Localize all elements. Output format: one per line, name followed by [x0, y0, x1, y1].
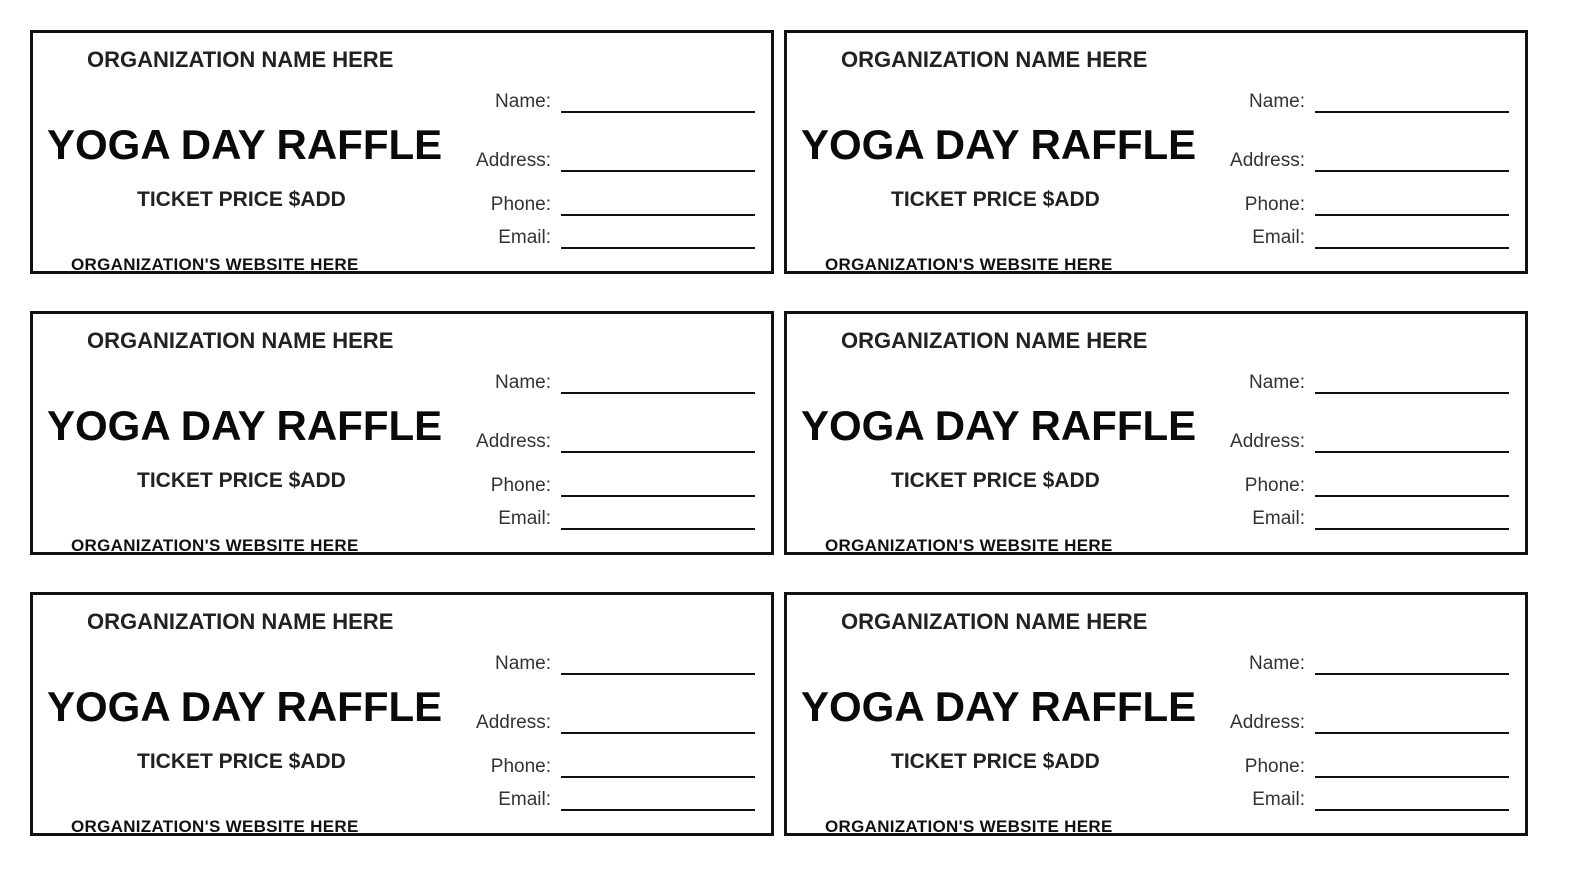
organization-name: ORGANIZATION NAME HERE: [841, 609, 1148, 634]
email-input-line[interactable]: [561, 528, 755, 530]
organization-name: ORGANIZATION NAME HERE: [841, 47, 1148, 72]
phone-label: Phone:: [490, 475, 551, 496]
raffle-ticket: [784, 311, 1528, 555]
email-label: Email:: [498, 227, 551, 248]
organization-website: ORGANIZATION'S WEBSITE HERE: [71, 255, 359, 274]
organization-name: ORGANIZATION NAME HERE: [87, 47, 394, 72]
phone-input-line[interactable]: [561, 776, 755, 778]
email-field: [1187, 506, 1509, 532]
address-label: Address:: [1230, 150, 1305, 171]
name-label: Name:: [495, 91, 551, 112]
ticket-price: TICKET PRICE $ADD: [137, 188, 346, 211]
address-input-line[interactable]: [1315, 451, 1509, 453]
email-field: [1187, 787, 1509, 813]
ticket-price: TICKET PRICE $ADD: [891, 750, 1100, 773]
address-input-line[interactable]: [561, 451, 755, 453]
address-field: [433, 429, 755, 455]
email-input-line[interactable]: [1315, 247, 1509, 249]
phone-field: [433, 473, 755, 499]
name-input-line[interactable]: [561, 673, 755, 675]
name-field: [1187, 651, 1509, 677]
phone-label: Phone:: [1244, 475, 1305, 496]
name-field: [433, 370, 755, 396]
phone-field: [433, 754, 755, 780]
organization-name: ORGANIZATION NAME HERE: [87, 328, 394, 353]
address-field: [433, 148, 755, 174]
address-label: Address:: [476, 431, 551, 452]
address-label: Address:: [1230, 712, 1305, 733]
address-input-line[interactable]: [1315, 732, 1509, 734]
email-input-line[interactable]: [1315, 809, 1509, 811]
name-label: Name:: [1249, 372, 1305, 393]
raffle-ticket: [30, 30, 774, 274]
name-field: [433, 89, 755, 115]
name-input-line[interactable]: [1315, 673, 1509, 675]
name-field: [1187, 89, 1509, 115]
email-input-line[interactable]: [561, 809, 755, 811]
phone-field: [1187, 473, 1509, 499]
organization-website: ORGANIZATION'S WEBSITE HERE: [825, 536, 1113, 555]
phone-input-line[interactable]: [1315, 776, 1509, 778]
name-label: Name:: [1249, 91, 1305, 112]
email-label: Email:: [1252, 227, 1305, 248]
phone-field: [1187, 192, 1509, 218]
raffle-title: YOGA DAY RAFFLE: [801, 402, 1197, 449]
raffle-ticket: [784, 30, 1528, 274]
raffle-title: YOGA DAY RAFFLE: [47, 402, 443, 449]
address-field: [1187, 710, 1509, 736]
phone-field: [433, 192, 755, 218]
name-input-line[interactable]: [561, 392, 755, 394]
name-input-line[interactable]: [1315, 111, 1509, 113]
phone-input-line[interactable]: [561, 495, 755, 497]
organization-website: ORGANIZATION'S WEBSITE HERE: [71, 817, 359, 836]
address-field: [433, 710, 755, 736]
phone-input-line[interactable]: [1315, 495, 1509, 497]
address-input-line[interactable]: [561, 732, 755, 734]
email-field: [1187, 225, 1509, 251]
phone-field: [1187, 754, 1509, 780]
name-label: Name:: [495, 653, 551, 674]
name-label: Name:: [1249, 653, 1305, 674]
phone-label: Phone:: [490, 756, 551, 777]
email-input-line[interactable]: [1315, 528, 1509, 530]
raffle-title: YOGA DAY RAFFLE: [47, 121, 443, 168]
organization-website: ORGANIZATION'S WEBSITE HERE: [825, 255, 1113, 274]
ticket-price: TICKET PRICE $ADD: [137, 750, 346, 773]
email-field: [433, 225, 755, 251]
name-input-line[interactable]: [1315, 392, 1509, 394]
email-label: Email:: [498, 789, 551, 810]
address-label: Address:: [476, 150, 551, 171]
name-field: [1187, 370, 1509, 396]
raffle-ticket: [30, 311, 774, 555]
address-field: [1187, 429, 1509, 455]
raffle-title: YOGA DAY RAFFLE: [801, 121, 1197, 168]
name-label: Name:: [495, 372, 551, 393]
ticket-price: TICKET PRICE $ADD: [891, 188, 1100, 211]
address-label: Address:: [476, 712, 551, 733]
organization-website: ORGANIZATION'S WEBSITE HERE: [825, 817, 1113, 836]
phone-input-line[interactable]: [1315, 214, 1509, 216]
address-input-line[interactable]: [1315, 170, 1509, 172]
organization-name: ORGANIZATION NAME HERE: [841, 328, 1148, 353]
raffle-ticket: [30, 592, 774, 836]
name-input-line[interactable]: [561, 111, 755, 113]
phone-label: Phone:: [1244, 756, 1305, 777]
organization-website: ORGANIZATION'S WEBSITE HERE: [71, 536, 359, 555]
raffle-title: YOGA DAY RAFFLE: [47, 683, 443, 730]
email-label: Email:: [1252, 789, 1305, 810]
phone-label: Phone:: [1244, 194, 1305, 215]
address-field: [1187, 148, 1509, 174]
address-input-line[interactable]: [561, 170, 755, 172]
email-label: Email:: [498, 508, 551, 529]
raffle-title: YOGA DAY RAFFLE: [801, 683, 1197, 730]
email-label: Email:: [1252, 508, 1305, 529]
email-input-line[interactable]: [561, 247, 755, 249]
organization-name: ORGANIZATION NAME HERE: [87, 609, 394, 634]
ticket-price: TICKET PRICE $ADD: [891, 469, 1100, 492]
email-field: [433, 787, 755, 813]
address-label: Address:: [1230, 431, 1305, 452]
phone-input-line[interactable]: [561, 214, 755, 216]
email-field: [433, 506, 755, 532]
phone-label: Phone:: [490, 194, 551, 215]
ticket-price: TICKET PRICE $ADD: [137, 469, 346, 492]
name-field: [433, 651, 755, 677]
raffle-ticket: [784, 592, 1528, 836]
